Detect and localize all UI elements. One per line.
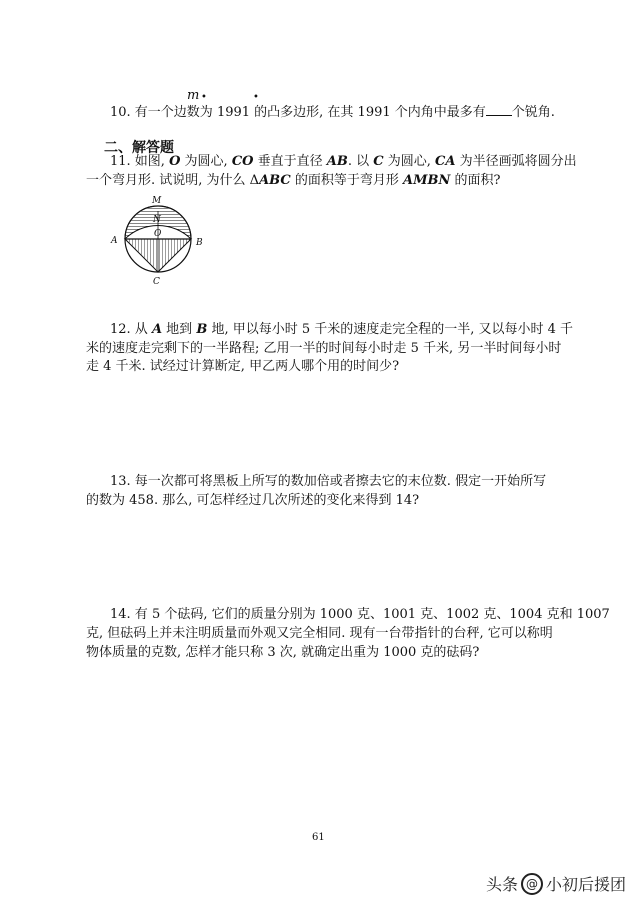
question-12-line-3: 走 4 千米. 试经过计算断定, 甲乙两人哪个用的时间少? [86, 359, 400, 374]
at-icon: @ [521, 873, 543, 895]
question-10 [110, 103, 555, 123]
watermark-name: 小初后援团 [546, 875, 627, 894]
label-a: A [111, 236, 118, 246]
answer-blank[interactable] [486, 103, 512, 116]
watermark [486, 872, 626, 895]
question-11-line-1: 11. 如图, O 为圆心, CO 垂直于直径 AB. 以 C 为圆心, CA 为半径画弧将圆分出 [110, 154, 577, 169]
question-14-line-1: 14. 有 5 个砝码, 它们的质量分别为 1000 克、1001 克、1002 克、1004 克和 1007 [110, 607, 610, 622]
question-13-line-2: 的数为 458. 那么, 可怎样经过几次所述的变化来得到 14? [86, 493, 420, 508]
fragment-dot: • [201, 92, 207, 103]
question-11-line-2: 一个弯月形. 试说明, 为什么 ΔABC 的面积等于弯月形 AMBN 的面积? [86, 173, 501, 188]
geometry-figure [108, 193, 208, 287]
fragment-dot: • [253, 92, 259, 103]
fragment-m: m [187, 88, 200, 103]
question-13-line-1: 13. 每一次都可将黑板上所写的数加倍或者擦去它的末位数. 假定一开始所写 [110, 474, 547, 489]
label-m: M [152, 196, 162, 206]
page-number: 61 [312, 832, 325, 843]
question-12-line-2: 米的速度走完剩下的一半路程; 乙用一半的时间每小时走 5 千米, 另一半时间每小时 [86, 341, 562, 356]
section-heading: 二、解答题 [104, 140, 174, 156]
question-10-text: 10. 有一个边数为 1991 的凸多边形, 在其 1991 个内角中最多有 [110, 105, 486, 120]
watermark-prefix: 头条 [486, 875, 519, 894]
label-n: N [153, 215, 161, 225]
label-b: B [196, 238, 203, 248]
question-14-line-3: 物体质量的克数, 怎样才能只称 3 次, 就确定出重为 1000 克的砝码? [86, 645, 480, 660]
label-c: C [153, 277, 160, 287]
question-14-line-2: 克, 但砝码上并未注明质量而外观又完全相同. 现有一台带指针的台秤, 它可以称明 [86, 626, 553, 641]
label-o: O [154, 229, 162, 239]
question-10-text-end: 个锐角. [511, 105, 555, 120]
question-12-line-1: 12. 从 A 地到 B 地, 甲以每小时 5 千米的速度走完全程的一半, 又以每小时 4 千 [110, 322, 574, 337]
